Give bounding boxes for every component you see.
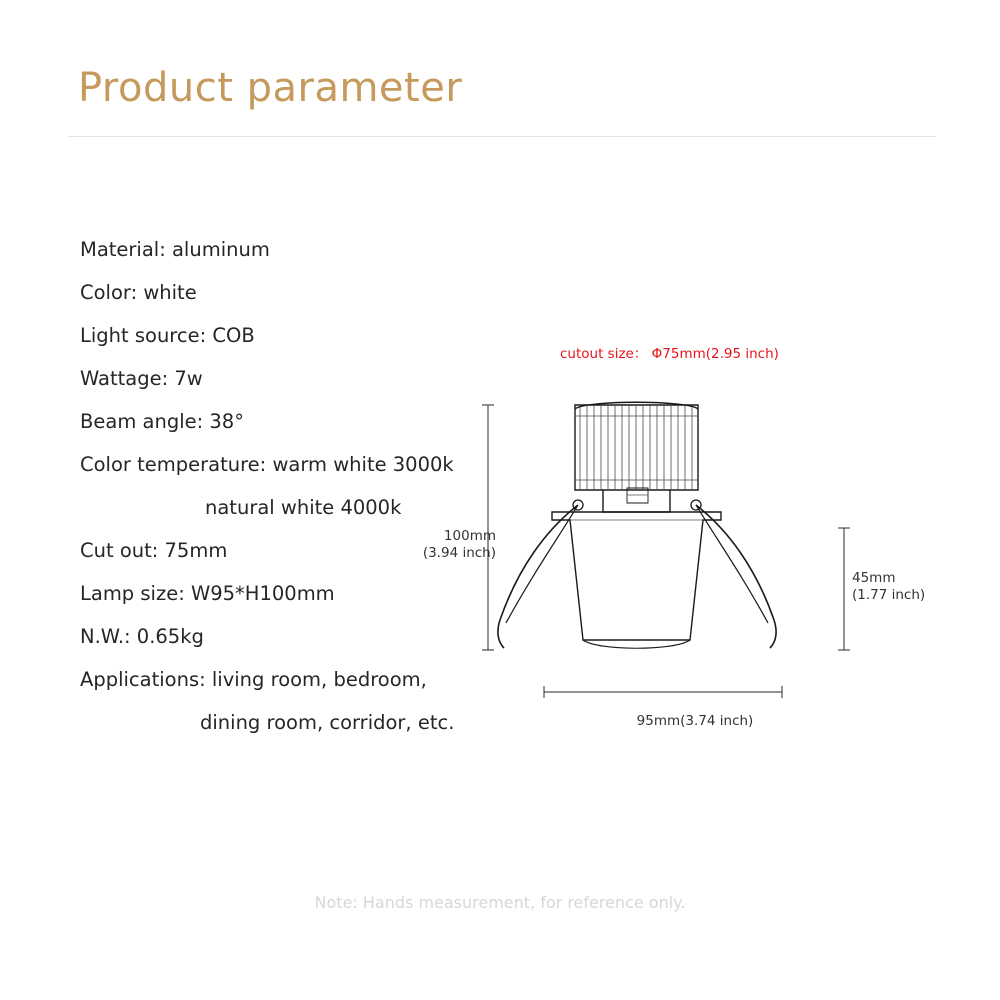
footer-note: Note: Hands measurement, for reference only. — [314, 893, 686, 912]
spec-item: Cut out: 75mm — [80, 539, 228, 562]
spec-item: Beam angle: 38° — [80, 410, 244, 433]
spec-item: Material: aluminum — [80, 238, 270, 261]
height-dimension-inch: (3.94 inch) — [422, 545, 496, 561]
downlight-line-drawing — [420, 320, 980, 760]
spec-item: Applications: living room, bedroom, — [80, 668, 427, 691]
spec-item: Lamp size: W95*H100mm — [80, 582, 335, 605]
title-divider — [68, 136, 936, 137]
lamp-dimension-diagram — [420, 320, 980, 760]
height-dimension-mm: 100mm — [443, 528, 496, 544]
spec-item-continuation: dining room, corridor, etc. — [200, 711, 455, 734]
width-dimension-label: 95mm(3.74 inch) — [636, 713, 754, 729]
cutout-size-label: cutout size： Φ75mm(2.95 inch) — [560, 346, 779, 362]
spec-item-continuation: natural white 4000k — [205, 496, 402, 519]
spec-item: Color temperature: warm white 3000k — [80, 453, 454, 476]
spec-item: Color: white — [80, 281, 197, 304]
page-title: Product parameter — [78, 65, 463, 111]
flange-dimension-inch: (1.77 inch) — [852, 587, 926, 603]
flange-dimension-mm: 45mm — [852, 570, 896, 586]
spec-item: N.W.: 0.65kg — [80, 625, 204, 648]
spec-item: Wattage: 7w — [80, 367, 203, 390]
spec-item: Light source: COB — [80, 324, 255, 347]
